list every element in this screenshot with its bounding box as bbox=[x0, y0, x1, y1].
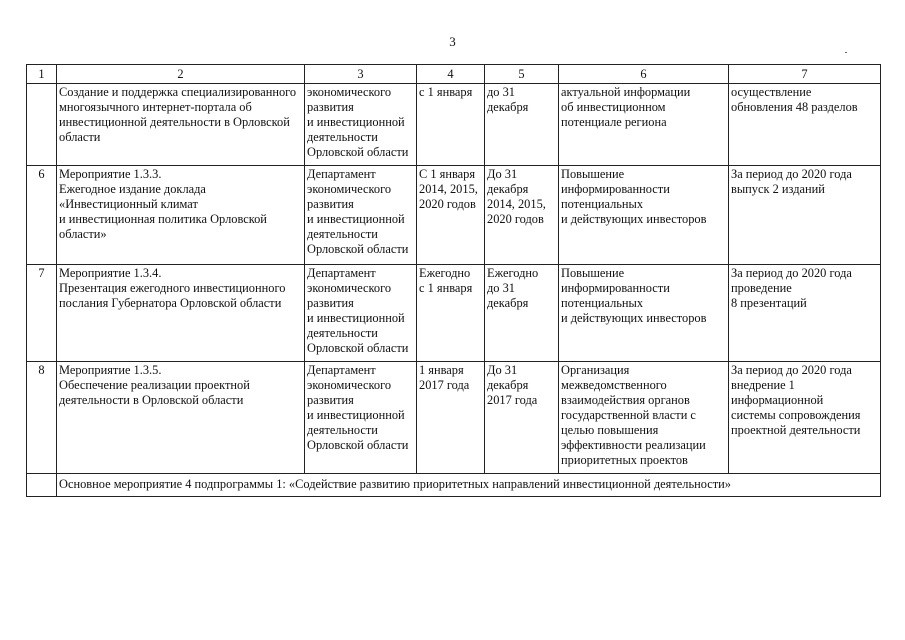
start-date-cell: с 1 января bbox=[417, 84, 485, 166]
event-cell: Создание и поддержка специализированного многоязычного интернет-портала об инвестиционной деятельности в Орловской области bbox=[57, 84, 305, 166]
section-row bbox=[27, 474, 881, 497]
row-number: 8 bbox=[27, 362, 57, 474]
row-number bbox=[27, 84, 57, 166]
page-number: 3 bbox=[449, 34, 456, 49]
header-cell: 7 bbox=[729, 65, 881, 84]
header-cell: 4 bbox=[417, 65, 485, 84]
executor-cell: экономического развития и инвестиционной деятельности Орловской области bbox=[305, 84, 417, 166]
table-row bbox=[27, 166, 881, 265]
header-cell: 3 bbox=[305, 65, 417, 84]
event-cell: Мероприятие 1.3.3. Ежегодное издание доклада «Инвестиционный климат и инвестиционная политика Орловской области» bbox=[57, 166, 305, 265]
result-cell: Повышение информированности потенциальных и действующих инвесторов bbox=[559, 166, 729, 265]
table-header-row bbox=[27, 65, 881, 84]
event-cell: Мероприятие 1.3.4. Презентация ежегодного инвестиционного послания Губернатора Орловской области bbox=[57, 265, 305, 362]
table-row bbox=[27, 265, 881, 362]
result-cell: Организация межведомственного взаимодействия органов государственной власти с целью повышения эффективности реализации приоритетных проектов bbox=[559, 362, 729, 474]
header-cell: 1 bbox=[27, 65, 57, 84]
end-date-cell: До 31 декабря 2017 года bbox=[485, 362, 559, 474]
executor-cell: Департамент экономического развития и инвестиционной деятельности Орловской области bbox=[305, 166, 417, 265]
row-number bbox=[27, 474, 57, 497]
executor-cell: Департамент экономического развития и инвестиционной деятельности Орловской области bbox=[305, 265, 417, 362]
program-table bbox=[26, 64, 881, 497]
scan-speck bbox=[845, 52, 847, 53]
executor-cell: Департамент экономического развития и инвестиционной деятельности Орловской области bbox=[305, 362, 417, 474]
section-title-cell: Основное мероприятие 4 подпрограммы 1: «Содействие развитию приоритетных направлений инвестиционной деятельности» bbox=[57, 474, 881, 497]
header-cell: 6 bbox=[559, 65, 729, 84]
result-cell: Повышение информированности потенциальных и действующих инвесторов bbox=[559, 265, 729, 362]
row-number: 6 bbox=[27, 166, 57, 265]
row-number: 7 bbox=[27, 265, 57, 362]
start-date-cell: С 1 января 2014, 2015, 2020 годов bbox=[417, 166, 485, 265]
header-cell: 2 bbox=[57, 65, 305, 84]
start-date-cell: 1 января 2017 года bbox=[417, 362, 485, 474]
end-date-cell: Ежегодно до 31 декабря bbox=[485, 265, 559, 362]
indicator-cell: За период до 2020 года выпуск 2 изданий bbox=[729, 166, 881, 265]
table-row bbox=[27, 362, 881, 474]
start-date-cell: Ежегодно с 1 января bbox=[417, 265, 485, 362]
event-cell: Мероприятие 1.3.5. Обеспечение реализации проектной деятельности в Орловской области bbox=[57, 362, 305, 474]
indicator-cell: За период до 2020 года проведение 8 презентаций bbox=[729, 265, 881, 362]
indicator-cell: За период до 2020 года внедрение 1 информационной системы сопровождения проектной деятельности bbox=[729, 362, 881, 474]
end-date-cell: до 31 декабря bbox=[485, 84, 559, 166]
end-date-cell: До 31 декабря 2014, 2015, 2020 годов bbox=[485, 166, 559, 265]
table-row bbox=[27, 84, 881, 166]
indicator-cell: осуществление обновления 48 разделов bbox=[729, 84, 881, 166]
header-cell: 5 bbox=[485, 65, 559, 84]
result-cell: актуальной информации об инвестиционном потенциале региона bbox=[559, 84, 729, 166]
